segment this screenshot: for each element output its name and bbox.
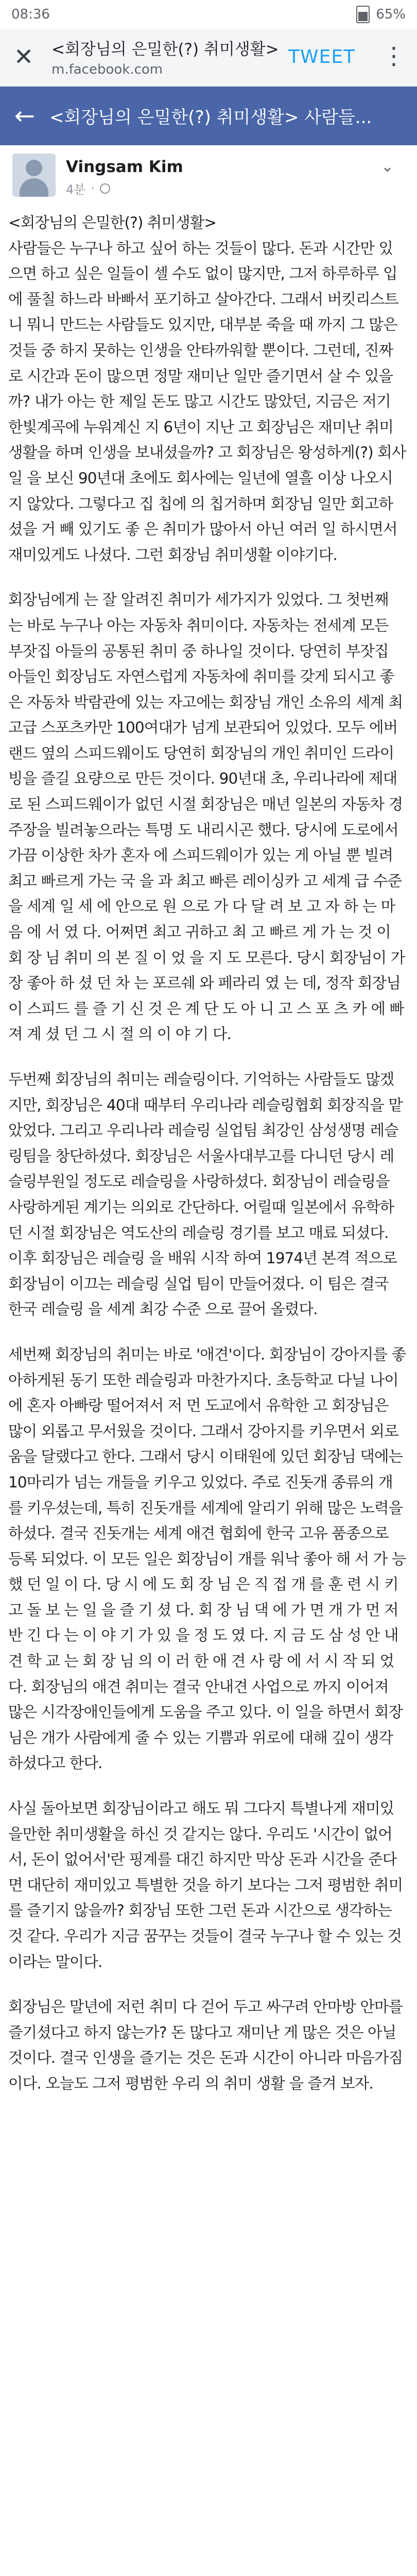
group-header (0, 87, 417, 145)
close-icon[interactable]: ✕ (13, 43, 34, 71)
group-title[interactable]: <회장님의 은밀한(?) 취미생활> 사람들... (49, 107, 372, 128)
avatar[interactable] (12, 154, 56, 197)
post-paragraph: 세번째 회장님의 취미는 바로 '애견'이다. 회장님이 강아지를 좋아하게된 동기 또한 레슬링과 마찬가지다. 초등학교 다닐 나이에 혼자 아빠랑 떨어져서 저 먼 도교에서 유학한 고 회장님은 많이 외롭고 무서웠을 것이다. 그래서 강아지를 키우면서 외로움을 달랬다고 한다. 그래서 당시 이태원에 있던 회장님 댁에는 10마리가 넘는 개들을 키우고 있었다. 주로 진돗개 종류의 개를 키우셨는데, 특히 진돗개를 세계에 알리기 위해 많은 노력을 하셨다. 결국 진돗개는 세계 애견 협회에 한국 고유 품종으로 등록 되었다. 이 모든 일은 회장님이 개를 워낙 좋아 해 서 가 능 했 던 일 이 다. 당 시 에 도 회 장 님 은 직 접 개 를 훈 련 시 키 고 돌 보 는 일 을 즐 기 셨 다. 회 장 님 댁 에 가 면 개 가 먼 저 반 긴 다 는 이 야 기 가 있 을 정 도 였 다. 지 금 도 삼 성 안 내 견 학 교 는 회 장 님 의 이 러 한 애 견 사 랑 에 서 시 작 되 었 다. 회장님의 애견 취미는 결국 안내견 사업으로 까지 이어져 많은 시각장애인들에게 도움을 주고 있다. 이 일을 하면서 회장님은 개가 사람에게 줄 수 있는 기쁨과 위로에 대해 깊이 생각하셨다고 한다. (8, 1345, 406, 1772)
status-right (356, 6, 406, 23)
page-title: <회장님의 은밀한(?) 취미생활> (51, 40, 279, 59)
post-paragraph: 사실 돌아보면 회장님이라고 해도 뭐 그다지 특별나게 재미있을만한 취미생활을 하신 것 같지는 않다. 우리도 '시간이 없어서, 돈이 없어서'란 핑계를 대긴 하지만 막상 돈과 시간을 준다면 대단히 재미있고 특별한 것을 하기 보다는 그저 평범한 취미를 즐기지 않을까? 회장님 또한 그런 돈과 시간으로 생각하는 것 같다. 우리가 지금 꿈꾸는 것들이 결국 누구나 할 수 있는 것 이라는 말이다. (8, 1800, 403, 1971)
battery-level: 65% (376, 7, 406, 22)
battery-icon (356, 6, 370, 23)
browser-app-bar (0, 29, 417, 87)
post-meta: 4분 · (66, 179, 110, 197)
status-time: 08:36 (11, 7, 50, 22)
post-author (0, 145, 417, 203)
post-paragraph: 사람들은 누구나 하고 싶어 하는 것들이 많다. 돈과 시간만 있으면 하고 싶은 일들이 셀 수도 없이 많지만, 그저 하루하루 입에 풀칠 하느라 바빠서 포기하고 살아간다. 그래서 버킷리스트니 뭐니 만드는 사람들도 있지만, 대부분 죽을 때 까지 그 많은 것들 중 하지 못하는 인생을 안타까워할 뿐이다. 그런데, 진짜로 시간과 돈이 많으면 정말 재미난 일만 즐기면서 살 수 있을까? 내가 아는 한 제일 돈도 많고 시간도 많았던, 지금은 저기 한빛계곡에 누워계신 지 6년이 지난 고 회장님은 재미난 취미 생활을 하며 인생을 보내셨을까? 고 회장님은 왕성하게(?) 회사일 을 보신 90년대 초에도 회사에는 일년에 열흘 이상 나오시지 않았다. 그렇다고 집 칩에 의 칩거하며 회장님 일만 회고하셨을 거 빼 있기도 좋 은 취미가 많아서 아닌 여러 일 하시면서 재미있게도 나셨다. 그런 회장님 취미생활 이야기다. (8, 239, 406, 564)
post-body (8, 210, 407, 2576)
tweet-button[interactable]: TWEET (288, 46, 356, 67)
post-time[interactable]: 4분 (66, 182, 86, 197)
status-bar (0, 0, 417, 29)
page-url: m.facebook.com (51, 62, 163, 77)
author-name[interactable]: Vingsam Kim (66, 158, 183, 176)
post-heading: <회장님의 은밀한(?) 취미생활> (8, 214, 217, 231)
post-paragraph: 회장님은 말년에 저런 취미 다 걷어 두고 싸구려 안마방 안마를 즐기셨다고 하지 않는가? 돈 많다고 재미난 게 많은 것은 아닐 것이다. 결국 인생을 즐기는 것은 돈과 시간이 아니라 마음가짐 이다. 오늘도 그저 평범한 우리 의 취미 생활 을 즐겨 보자. (8, 1998, 403, 2092)
post-paragraph: 두번째 회장님의 취미는 레슬링이다. 기억하는 사람들도 많겠지만, 회장님은 40대 때부터 우리나라 레슬링협회 회장직을 맡았었다. 그리고 우리나라 레슬링 실업팀 최강인 삼성생명 레슬링팀을 창단하셨다. 회장님은 서울사대부고를 다니던 당시 레슬링부원일 정도로 레슬링을 사랑하셨다. 회장님이 레슬링을 사랑하게된 계기는 의외로 간단하다. 어릴때 일본에서 유학하던 시절 회장님은 역도산의 레슬링 경기를 보고 매료 되셨다. 이후 회장님은 레슬링 을 배워 시작 하여 1974년 본격 적으로 회장님이 이끄는 레슬링 실업 팀이 만들어졌다. 이 팀은 결국 한국 레슬링 을 세계 최강 수준 으로 끌어 올렸다. (8, 1071, 403, 1318)
chevron-down-icon[interactable]: ⌄ (381, 158, 394, 176)
back-arrow-icon[interactable]: ← (14, 101, 36, 130)
globe-icon (100, 183, 110, 194)
post-paragraph: 회장님에게 는 잘 알려진 취미가 세가지가 있었다. 그 첫번째 는 바로 누구나 아는 자동차 취미이다. 자동차는 전세계 모든 부잣집 아들의 공통된 취미 중 하나일 것이다. 당연히 부잣집 아들인 회장님도 자연스럽게 자동차에 취미를 갖게 되시고 좋은 자동차 박람관에 있는 자고에는 회장님 개인 소유의 세계 최고급 스포츠카만 100여대가 넘게 보관되어 있었다. 모두 에버랜드 옆의 스피드웨이도 당연히 회장님의 개인 취미인 드라이빙을 즐길 요량으로 만든 것이다. 90년대 초, 우리나라에 제대로 된 스피드웨이가 없던 시절 회장님은 매년 일본의 자동차 경주장을 빌려놓으라는 특명 도 내리시곤 했다. 당시에 도로에서 가끔 이상한 차가 혼자 에 스피드웨이가 있는 게 아닐 뿐 빌려 최고 빠르게 가는 국 을 과 최고 빠른 레이싱카 고 세계 급 수준 을 세계 일 세 에 안으로 원 으로 가 다 달 려 보 고 자 하 는 마 음 에 서 였 다. 어쩌면 최고 귀하고 최 고 빠르 게 가 는 것 이 회 장 님 취미 의 본 질 이 었 을 지 도 모른다. 당시 회장님이 가 장 좋아 하 셨 던 차 는 포르쉐 와 페라리 였 는 데, 정작 회장님이 스피드 를 즐 기 신 것 은 계 단 도 아 니 고 스 포 츠 카 에 빠 져 계 셨 던 그 시 절 의 이 야 기 다. (8, 591, 405, 1043)
more-vert-icon[interactable]: ⋮ (382, 42, 406, 70)
